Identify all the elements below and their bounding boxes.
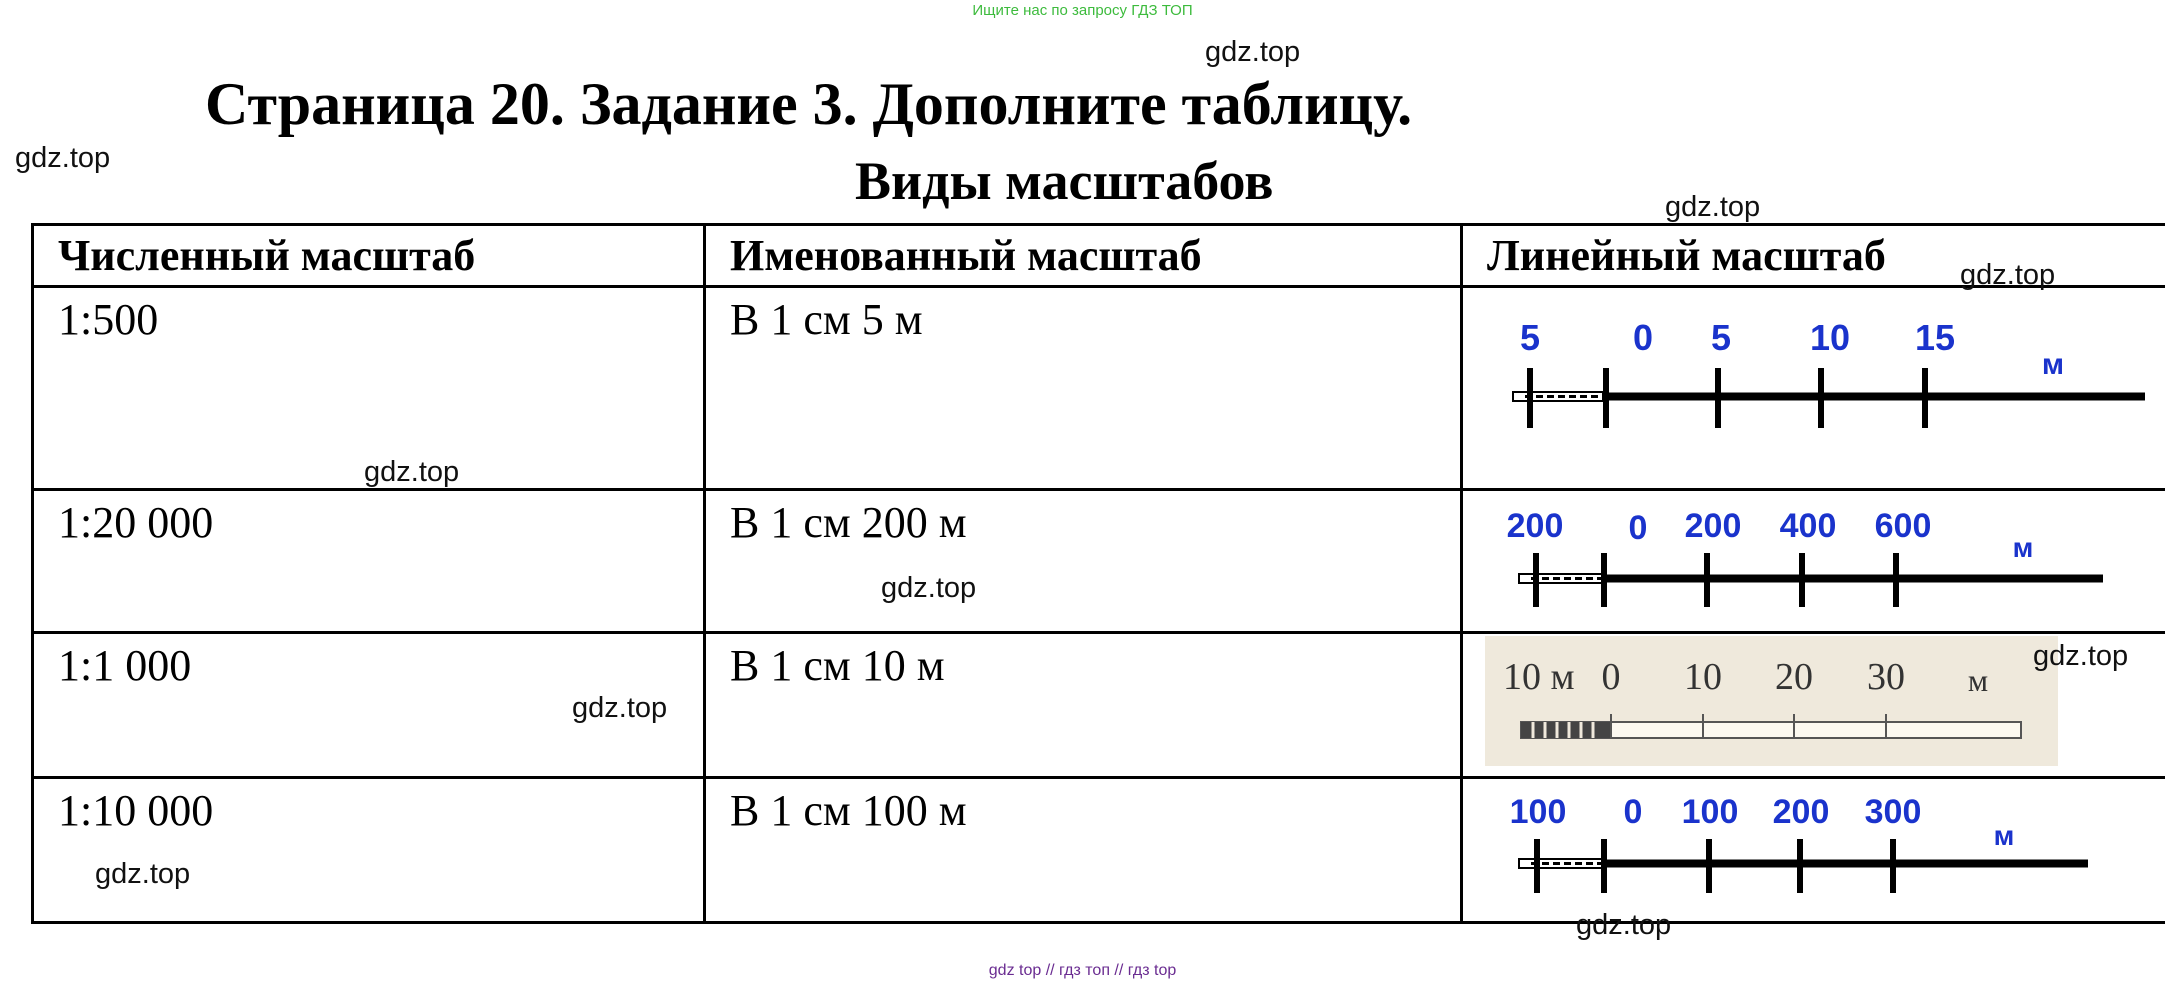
scale-unit-label: м <box>1967 662 1989 698</box>
table-row <box>33 490 2165 633</box>
page-title: Страница 20. Задание 3. Дополните таблицу. <box>205 71 1413 137</box>
table-header-row <box>33 225 2165 287</box>
scale-label: 300 <box>1864 793 1922 831</box>
scale-label: 10 <box>1809 317 1851 358</box>
scale-unit-label: м <box>2041 348 2065 381</box>
scale-label: 600 <box>1874 507 1932 545</box>
watermark: gdz.top <box>1960 259 2056 291</box>
table-title: Виды масштабов <box>855 151 1274 211</box>
numeric-scale-cell: 1:10 000 <box>33 778 705 923</box>
watermark: gdz.top <box>1576 909 1672 941</box>
scale-label: 100 <box>1509 793 1567 831</box>
watermark: gdz.top <box>1205 36 1301 68</box>
watermark: gdz.top <box>881 572 977 604</box>
named-scale-cell: В 1 см 5 м <box>705 287 1462 490</box>
scale-label: 0 <box>1623 793 1643 831</box>
linear-scale-diagram <box>1463 288 2165 482</box>
footer-links[interactable]: gdz top // гдз топ // гдз top <box>988 962 1177 979</box>
watermark: gdz.top <box>15 142 111 174</box>
scale-label: 5 <box>1519 317 1541 358</box>
watermark: gdz.top <box>95 858 191 890</box>
numeric-scale-cell: 1:1 000 <box>33 633 705 778</box>
linear-scale-diagram <box>1463 779 2165 915</box>
scale-label: 10 <box>1684 656 1722 698</box>
scale-label: 0 <box>1628 509 1648 547</box>
scale-label: 5 <box>1710 317 1732 358</box>
column-header-numeric: Численный масштаб <box>33 225 705 287</box>
search-hint: Ищите нас по запросу ГДЗ ТОП <box>972 2 1193 19</box>
table-row <box>33 287 2165 490</box>
watermark: gdz.top <box>1665 191 1761 223</box>
scale-label: 0 <box>1632 317 1654 358</box>
scale-label: 30 <box>1867 656 1905 698</box>
linear-scale-cell <box>1462 287 2165 490</box>
scale-label: 100 <box>1681 793 1739 831</box>
scale-label: 15 <box>1914 317 1956 358</box>
numeric-scale-cell: 1:500 <box>33 287 705 490</box>
watermark: gdz.top <box>364 456 460 488</box>
watermark: gdz.top <box>2033 640 2129 672</box>
column-header-named: Именованный масштаб <box>705 225 1462 287</box>
named-scale-cell: В 1 см 10 м <box>705 633 1462 778</box>
named-scale-cell: В 1 см 100 м <box>705 778 1462 923</box>
scale-label: 400 <box>1779 507 1837 545</box>
scale-label: 200 <box>1772 793 1830 831</box>
scale-label: 200 <box>1506 507 1564 545</box>
scale-unit-label: м <box>2012 532 2034 563</box>
watermark: gdz.top <box>572 692 668 724</box>
scales-table <box>31 223 2165 924</box>
linear-scale-cell <box>1462 778 2165 923</box>
scale-label: 10 м <box>1503 656 1575 698</box>
named-scale-cell: В 1 см 200 м <box>705 490 1462 633</box>
table-row <box>33 778 2165 923</box>
column-header-linear: Линейный масштаб <box>1462 225 2165 287</box>
scale-label: 200 <box>1684 507 1742 545</box>
table-row <box>33 633 2165 778</box>
linear-scale-cell <box>1462 490 2165 633</box>
scale-unit-label: м <box>1993 820 2015 851</box>
scale-label: 0 <box>1601 656 1621 698</box>
scale-label: 20 <box>1775 656 1813 698</box>
linear-scale-diagram <box>1463 491 2165 625</box>
numeric-scale-cell: 1:20 000 <box>33 490 705 633</box>
